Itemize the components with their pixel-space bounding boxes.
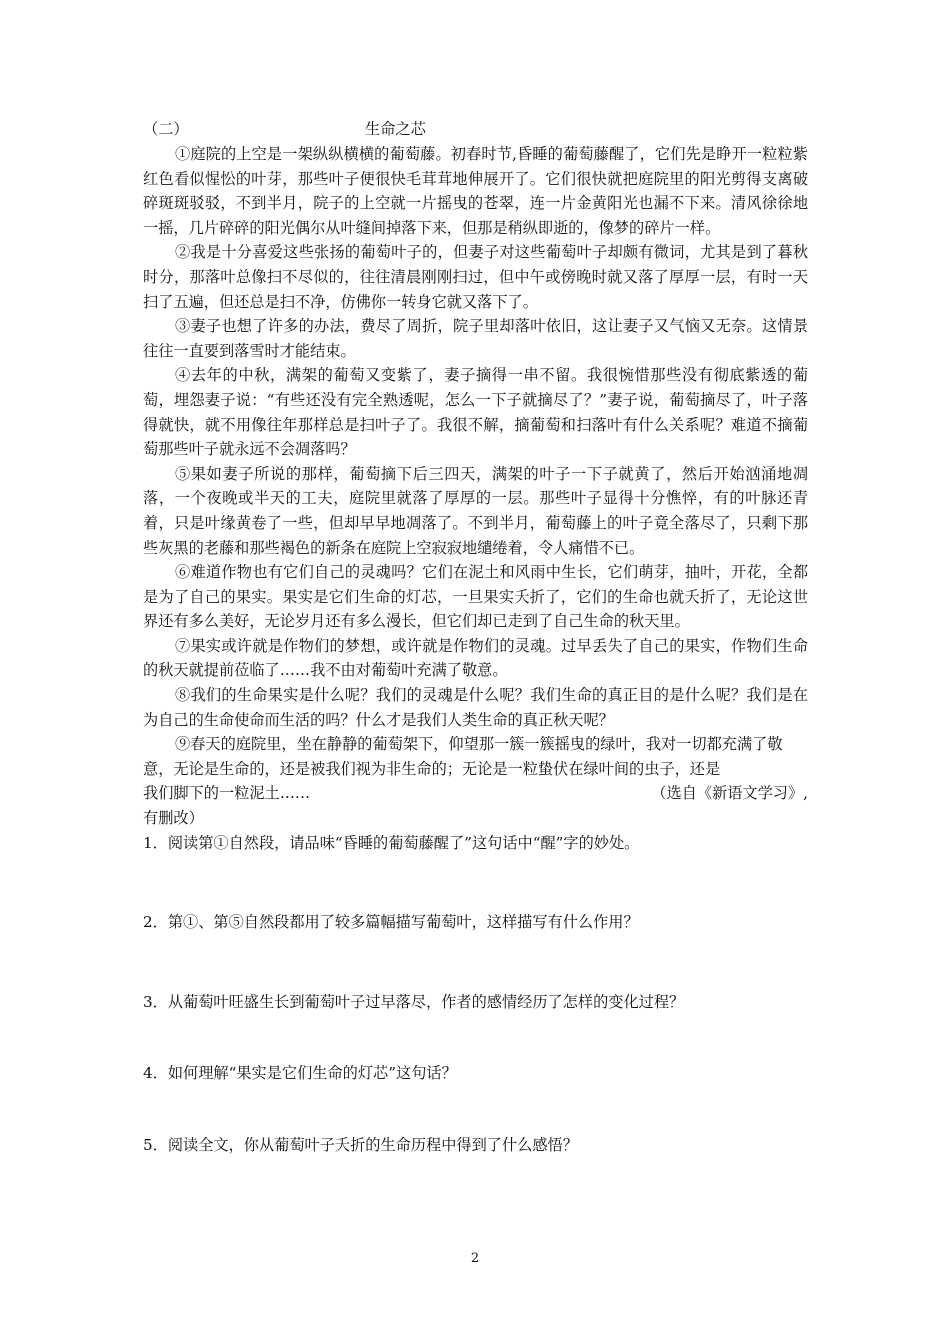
question-5: 5．阅读全文，你从葡萄叶子夭折的生命历程中得到了什么感悟？ <box>143 1136 578 1154</box>
paragraph-6: ⑥难道作物也有它们自己的灵魂吗？它们在泥土和风雨中生长，它们萌芽，抽叶，开花，全都是为了自己的果实。果实是它们生命的灯芯，一旦果实夭折了，它们的生命也就夭折了，无论这世界还有多么美好，无论岁月还有多么漫长，但它们却已走到了自己生命的秋天里。 <box>143 563 808 631</box>
paragraph-4: ④去年的中秋，满架的葡萄又变紫了，妻子摘得一串不留。我很惋惜那些没有彻底紫透的葡萄，埋怨妻子说：“有些还没有完全熟透呢，怎么一下子就摘尽了？”妻子说，葡萄摘尽了，叶子落得就快，就不用像往年那样总是扫叶子了。我很不解，摘葡萄和扫落叶有什么关系呢？难道不摘葡萄那些叶子就永远不会凋落吗？ <box>143 366 808 459</box>
page-number: 2 <box>470 1251 480 1266</box>
paragraph-7: ⑦果实或许就是作物们的梦想，或许就是作物们的灵魂。过早丢失了自己的果实，作物们生命的秋天就提前莅临了……我不由对葡萄叶充满了敬意。 <box>143 636 808 680</box>
source-citation: （选自《新语文学习》, <box>651 784 808 803</box>
title-line <box>143 117 808 142</box>
paragraph-1: ①庭院的上空是一架纵纵横横的葡萄藤。初春时节,昏睡的葡萄藤醒了，它们先是睁开一粒粒紫红色看似惺忪的叶芽，那些叶子便很快毛茸茸地伸展开了。它们很快就把庭院里的阳光剪得支离破碎斑斑驳驳，不到半月，院子的上空就一片摇曳的苍翠，连一片金黄阳光也漏不下来。清风徐徐地一摇，几片碎碎的阳光偶尔从叶缝间掉落下来，但那是稍纵即逝的，像梦的碎片一样。 <box>143 145 808 237</box>
paragraph-9-last-line <box>143 781 808 806</box>
paragraph-9 <box>143 732 808 781</box>
question-1: 1．阅读第①自然段，请品味“昏睡的葡萄藤醒了”这句话中“醒”字的妙处。 <box>143 833 640 852</box>
paragraph-3: ③妻子也想了许多的办法，费尽了周折，院子里却落叶依旧，这让妻子又气恼又无奈。这情景往往一直要到落雪时才能结束。 <box>143 317 808 360</box>
article-title: 生命之芯 <box>365 120 426 138</box>
paragraph-9-body: ⑨春天的庭院里，坐在静静的葡萄架下，仰望那一簇一簇摇曳的绿叶，我对一切都充满了敬意，无论是生命的，还是被我们视为非生命的；无论是一粒蛰伏在绿叶间的虫子，还是 <box>143 735 783 778</box>
paragraph-5: ⑤果如妻子所说的那样，葡萄摘下后三四天，满架的叶子一下子就黄了，然后开始汹涌地凋落，一个夜晚或半天的工夫，庭院里就落了厚厚的一层。那些叶子显得十分憔悴，有的叶脉还青着，只是叶缘黄卷了一些，但却早早地凋落了。不到半月，葡萄藤上的叶子竟全落尽了，只剩下那些灰黑的老藤和那些褐色的新条在庭院上空寂寂地缱绻着，令人痛惜不已。 <box>143 464 808 557</box>
question-4: 4．如何理解“果实是它们生命的灯芯”这句话？ <box>143 1064 457 1083</box>
question-3: 3．从葡萄叶旺盛生长到葡萄叶子过早落尽，作者的感情经历了怎样的变化过程？ <box>143 992 685 1011</box>
section-label: （二） <box>143 120 189 138</box>
paragraph-2: ②我是十分喜爱这些张扬的葡萄叶子的，但妻子对这些葡萄叶子却颇有微词，尤其是到了暮秋时分，那落叶总像扫不尽似的，往往清晨刚刚扫过，但中午或傍晚时就又落了厚厚一层，有时一天扫了五遍，但还总是扫不净，仿佛你一转身它就又落下了。 <box>143 243 808 311</box>
question-2: 2．第①、第⑤自然段都用了较多篇幅描写葡萄叶，这样描写有什么作用？ <box>143 913 639 932</box>
source-citation-continued: 有删改） <box>143 809 204 828</box>
paragraph-9-tail: 我们脚下的一粒泥土…… <box>143 784 311 803</box>
reading-passage <box>143 117 808 1158</box>
paragraph-8: ⑧我们的生命果实是什么呢？我们的灵魂是什么呢？我们生命的真正目的是什么呢？我们是在为自己的生命使命而生活的吗？什么才是我们人类生命的真正秋天呢？ <box>143 686 808 729</box>
